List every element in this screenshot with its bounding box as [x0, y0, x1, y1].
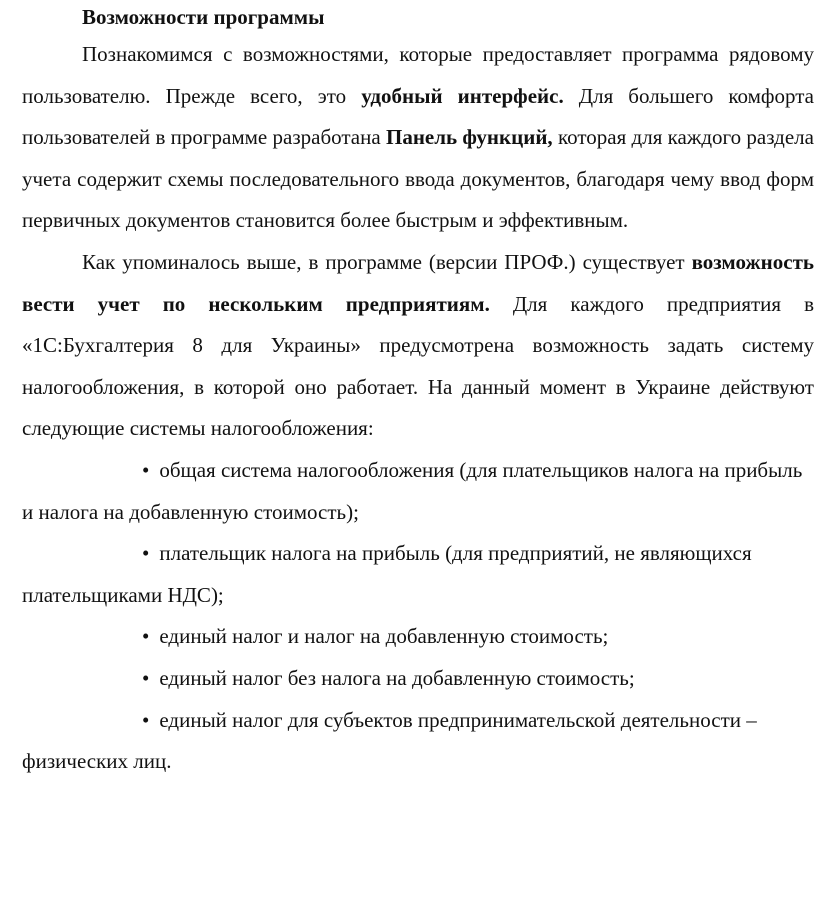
emphasis-convenient-interface: удобный интерфейс.: [361, 83, 564, 108]
list-item: [22, 700, 814, 783]
paragraph-multi-company-text-2: Для каждого предприятия в «1С:Бухгалтерия 8 для Украины» предусмотрена возможность задать систему налогообложения, в которой оно работает. На данный момент в Украине действуют следующие системы налогообложения:: [22, 291, 815, 441]
list-item-text: единый налог для субъектов предпринимательской деятельности – физических лиц.: [22, 707, 757, 774]
emphasis-multi-company: возможность вести учет по нескольким предприятиям.: [22, 249, 814, 316]
list-item-text: единый налог без налога на добавленную стоимость;: [159, 665, 635, 690]
list-item: [22, 658, 814, 700]
paragraph-intro-text-2: Для большего комфорта пользователей в программе разработана: [22, 83, 814, 150]
list-item: [22, 450, 814, 533]
list-item-text: единый налог и налог на добавленную стоимость;: [159, 624, 609, 649]
document-page: [22, 0, 814, 783]
list-item: [22, 616, 814, 658]
list-item: [22, 533, 814, 616]
emphasis-function-panel: Панель функций,: [385, 125, 553, 150]
bullet-icon: •: [142, 665, 150, 690]
list-item-text: общая система налогообложения (для плательщиков налога на прибыль и налога на добавленную стоимость);: [22, 457, 803, 524]
bullet-icon: •: [142, 707, 150, 732]
bullet-icon: •: [142, 541, 150, 566]
paragraph-multi-company-text-1: Как упоминалось выше, в программе (версии ПРОФ.) существует: [82, 249, 692, 274]
paragraph-multi-company: [22, 242, 814, 450]
bullet-icon: •: [142, 457, 150, 482]
paragraph-intro: [22, 34, 814, 242]
paragraph-intro-text-1: Познакомимся с возможностями, которые предоставляет программа рядовому пользователю. Прежде всего, это: [22, 42, 814, 108]
document-title: Возможности программы: [82, 5, 325, 29]
list-item-text: плательщик налога на прибыль (для предприятий, не являющихся плательщиками НДС);: [22, 541, 752, 607]
bullet-icon: •: [142, 624, 150, 649]
paragraph-intro-text-3: которая для каждого раздела учета содержит схемы последовательного ввода документов, благодаря чему ввод форм первичных документов становится более быстрым и эффективным.: [22, 125, 814, 233]
